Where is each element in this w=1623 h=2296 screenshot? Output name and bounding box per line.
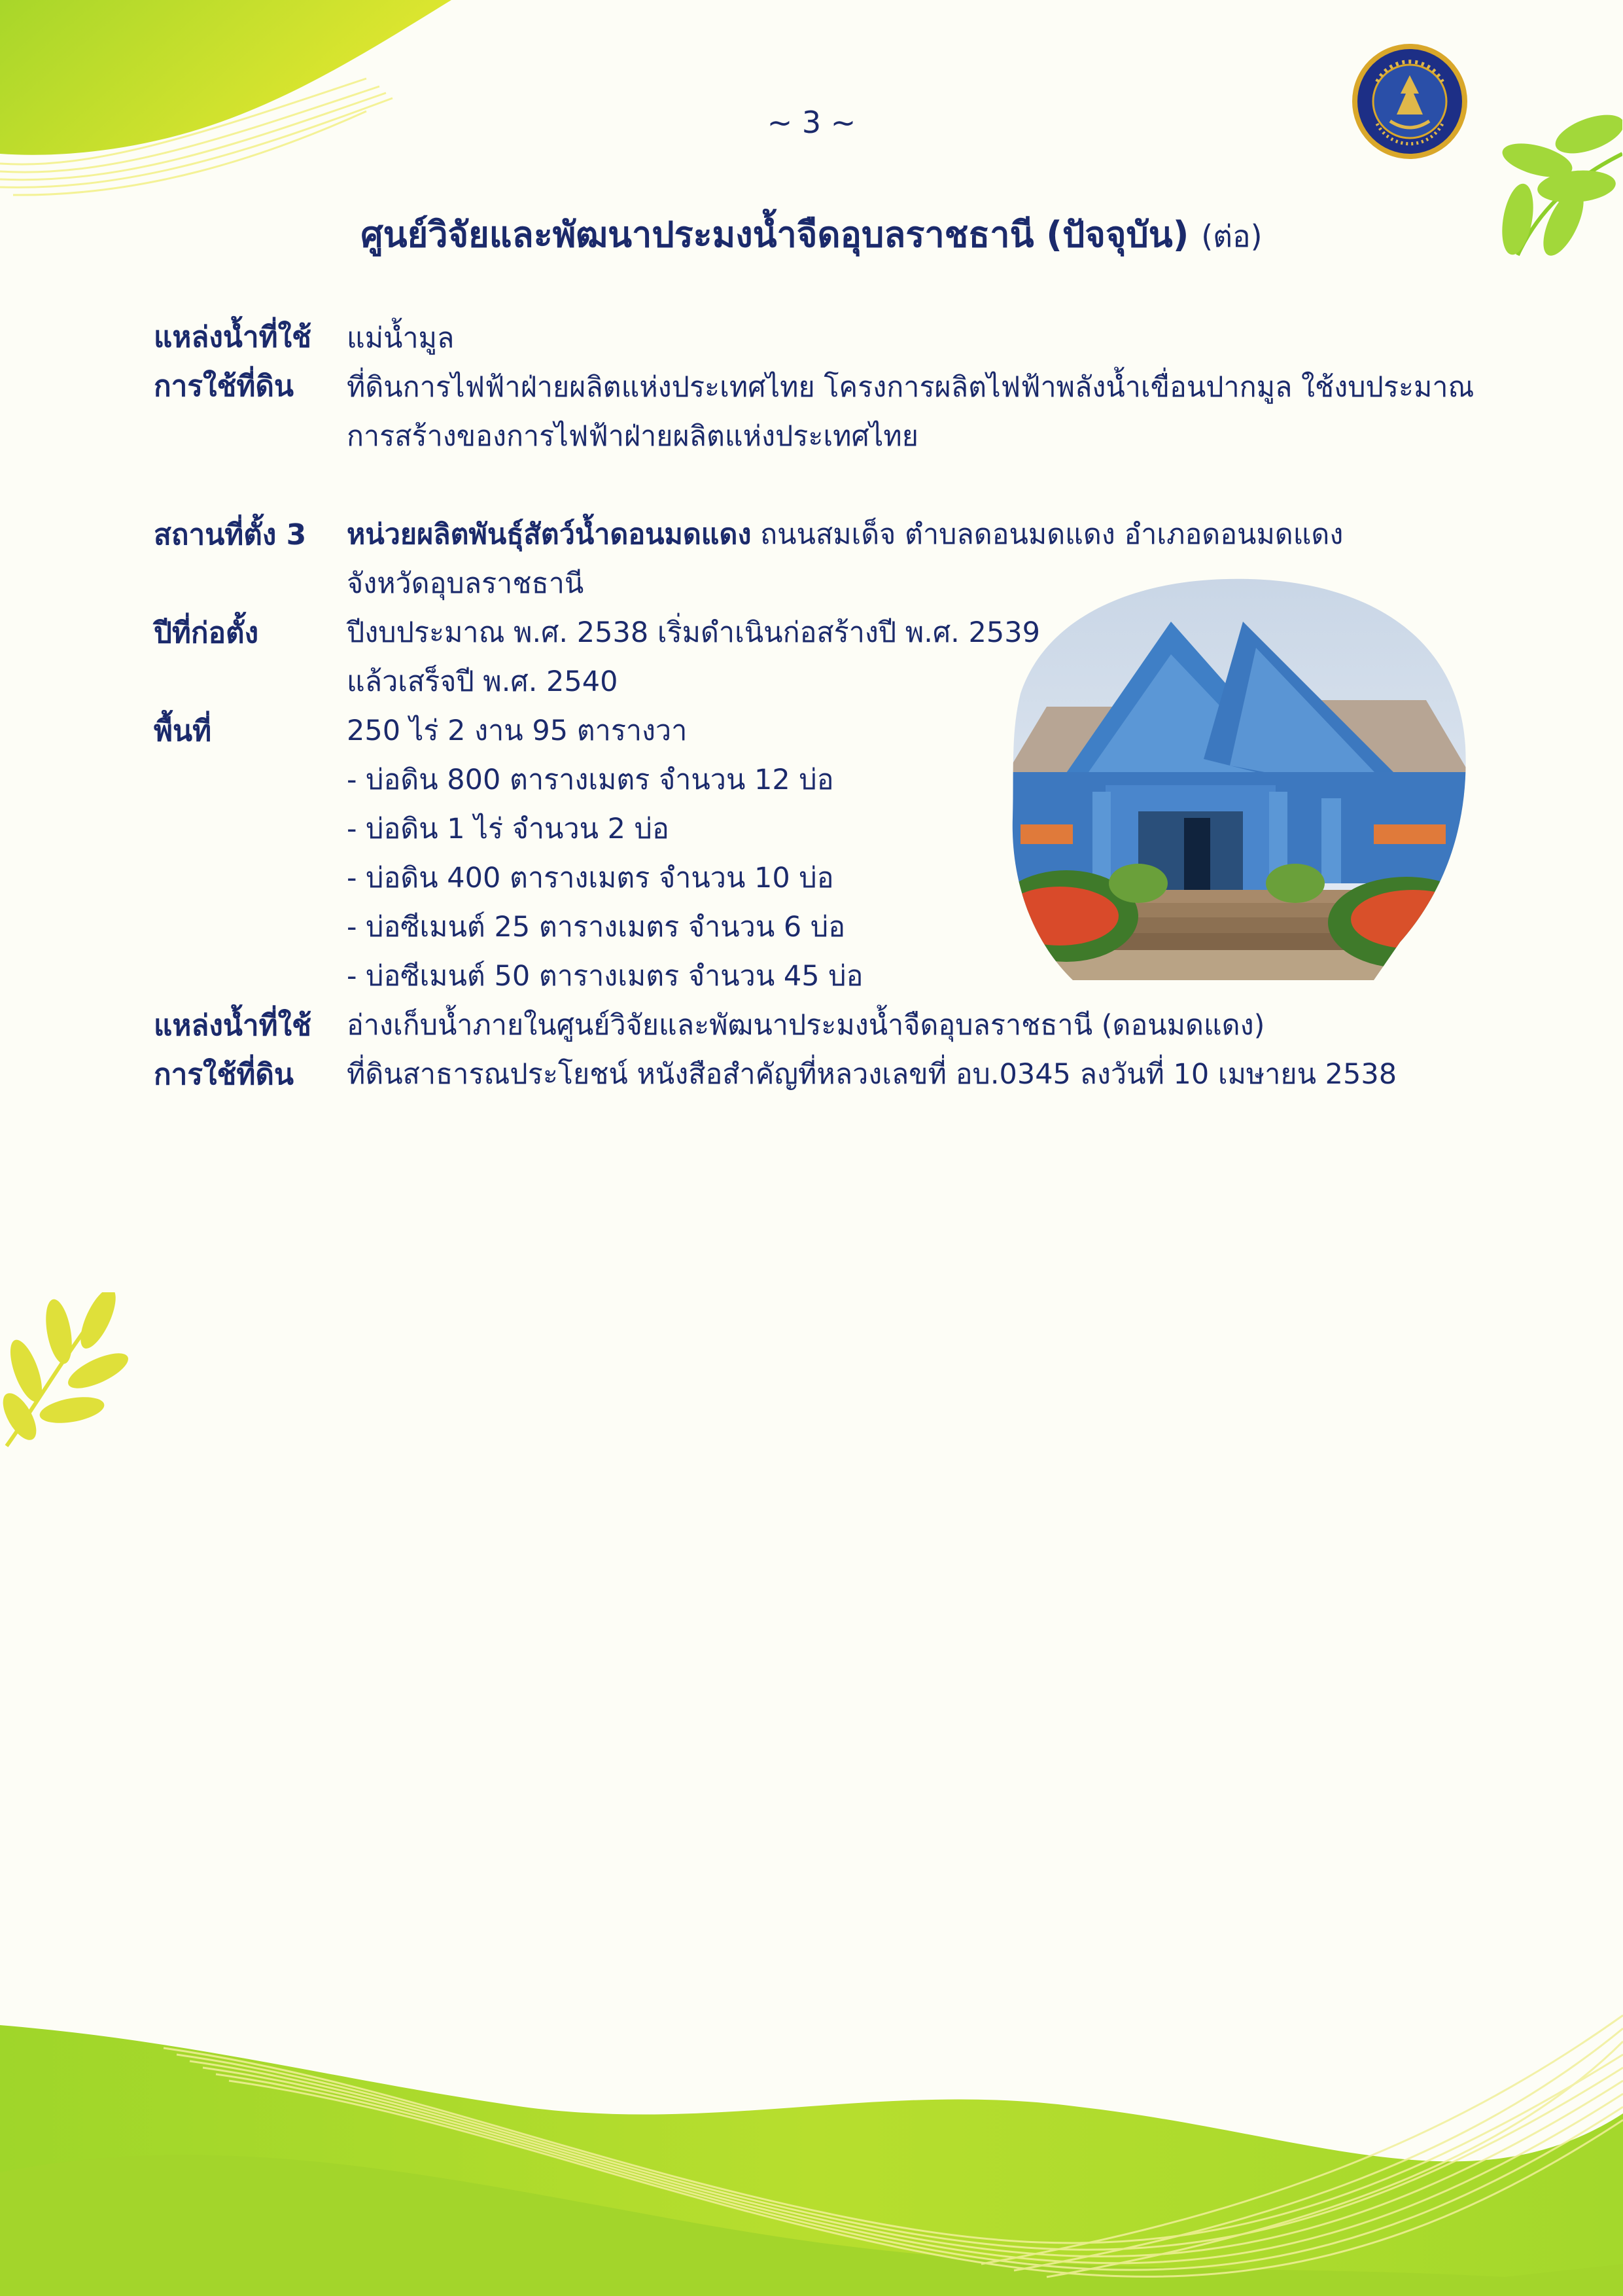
page-title [0, 206, 1623, 262]
bottom-wave-decoration [0, 2002, 1623, 2296]
building-photo [1007, 576, 1469, 981]
pond-item: - บ่อดิน 1 ไร่ จำนวน 2 บ่อ [347, 813, 669, 845]
leaf-branch-icon [0, 1292, 131, 1449]
site3-founded-line-1: ปีงบประมาณ พ.ศ. 2538 เริ่มดำเนินก่อสร้างปี พ.ศ. 2539 [347, 616, 1040, 649]
page-title-suffix: (ต่อ) [1201, 219, 1263, 254]
site3-founded-line-2: แล้วเสร็จปี พ.ศ. 2540 [347, 665, 618, 698]
site3-area-label: พื้นที่ [154, 715, 212, 748]
land-use-line-1: ที่ดินการไฟฟ้าฝ่ายผลิตแห่งประเทศไทย โครงการผลิตไฟฟ้าพลังน้ำเขื่อนปากมูล ใช้งบประมาณ [347, 371, 1475, 404]
site3-founded-label: ปีที่ก่อตั้ง [154, 616, 259, 650]
site3-water-value: อ่างเก็บน้ำภายในศูนย์วิจัยและพัฒนาประมงน้ำจืดอุบลราชธานี (ดอนมดแดง) [347, 1009, 1265, 1042]
page-number: ~ 3 ~ [767, 105, 856, 140]
site3-location-label: สถานที่ตั้ง 3 [154, 518, 307, 552]
site3-area-total: 250 ไร่ 2 งาน 95 ตารางวา [347, 715, 688, 747]
site3-land-value: ที่ดินสาธารณประโยชน์ หนังสือสำคัญที่หลวงเลขที่ อบ.0345 ลงวันที่ 10 เมษายน 2538 [347, 1058, 1397, 1091]
land-use-line-2: การสร้างของการไฟฟ้าฝ่ายผลิตแห่งประเทศไทย [347, 420, 918, 453]
department-logo-seal [1351, 43, 1469, 160]
land-use-label: การใช้ที่ดิน [154, 370, 294, 403]
site3-location-name: หน่วยผลิตพันธุ์สัตว์น้ำดอนมดแดง [347, 518, 752, 551]
page-title-main: ศูนย์วิจัยและพัฒนาประมงน้ำจืดอุบลราชธานี (ปัจจุบัน) [360, 214, 1189, 255]
pond-item: - บ่อดิน 400 ตารางเมตร จำนวน 10 บ่อ [347, 862, 834, 894]
site3-land-label: การใช้ที่ดิน [154, 1058, 294, 1091]
pond-item: - บ่อซีเมนต์ 50 ตารางเมตร จำนวน 45 บ่อ [347, 960, 864, 993]
pond-item: - บ่อซีเมนต์ 25 ตารางเมตร จำนวน 6 บ่อ [347, 911, 846, 944]
water-source-label: แหล่งน้ำที่ใช้ [154, 321, 311, 354]
site3-location-line-1 [347, 512, 1343, 556]
pond-item: - บ่อดิน 800 ตารางเมตร จำนวน 12 บ่อ [347, 764, 834, 796]
site3-location-line-2: จังหวัดอุบลราชธานี [347, 567, 584, 600]
site3-water-label: แหล่งน้ำที่ใช้ [154, 1009, 311, 1042]
water-source-value: แม่น้ำมูล [347, 322, 455, 355]
site3-location-rest: ถนนสมเด็จ ตำบลดอนมดแดง อำเภอดอนมดแดง [751, 518, 1344, 551]
